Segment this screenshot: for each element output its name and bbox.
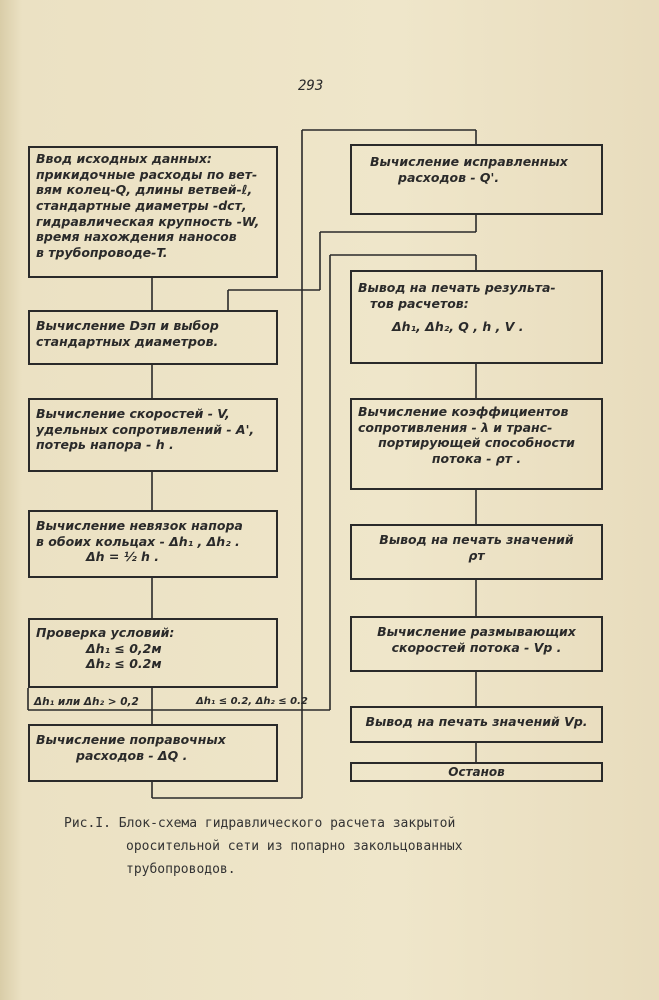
check-line: Δh₂ ≤ 0.2м — [86, 656, 162, 672]
print-vp-box — [350, 706, 603, 743]
caption-line: оросительной сети из попарно закольцованных — [126, 839, 463, 854]
check-line: Проверка условий: — [36, 625, 175, 640]
coefficients-line: потока - ρт . — [431, 450, 522, 466]
corrected-flows-box — [350, 144, 603, 215]
input-line: вям колец-Q, длины ветвей-ℓ, — [36, 182, 253, 198]
coefficients-line: портирующей способности — [378, 435, 575, 451]
residuals-box — [28, 510, 278, 578]
coefficients-line: Вычисление коэффициентов — [358, 404, 569, 419]
coefficients-box — [350, 398, 603, 490]
input-line: Ввод исходных данных: — [36, 151, 212, 166]
figure-caption — [64, 812, 534, 881]
print-rho-line: Вывод на печать значений — [379, 532, 574, 547]
input-line: прикидочные расходы по вет- — [36, 166, 258, 182]
coefficients-line: сопротивления - λ и транс- — [358, 419, 553, 435]
stop-label: Останов — [448, 765, 505, 779]
residuals-line: Δh = ½ h . — [86, 549, 160, 565]
diameters-line: стандартных диаметров. — [36, 333, 219, 349]
input-line: в трубопроводе-T. — [36, 244, 168, 260]
print-results-line: тов расчетов: — [370, 295, 469, 311]
scour-line: скоростей потока - Vр . — [391, 639, 562, 655]
print-rho-line: ρт — [468, 547, 485, 563]
diameters-line: Вычисление Dэп и выбор — [36, 318, 219, 333]
condition-fail-label: Δh₁ или Δh₂ > 0,2 — [34, 696, 139, 708]
scour-line: Вычисление размывающих — [377, 624, 576, 639]
caption-line: трубопроводов. — [126, 862, 236, 877]
print-results-line: Вывод на печать результа- — [358, 280, 556, 295]
print-results-line: Δh₁, Δh₂, Q , h , V . — [392, 319, 524, 335]
print-rho-box — [350, 524, 603, 580]
print-vp-line: Вывод на печать значений Vр. — [365, 714, 588, 729]
velocities-line: удельных сопротивлений - A', — [36, 421, 255, 437]
input-line: стандартные диаметры -dст, — [36, 197, 247, 213]
correction-line: расходов - ΔQ . — [76, 747, 188, 763]
condition-pass-label: Δh₁ ≤ 0.2, Δh₂ ≤ 0.2 — [196, 696, 308, 707]
correction-line: Вычисление поправочных — [36, 732, 226, 747]
residuals-line: в обоих кольцах - Δh₁ , Δh₂ . — [36, 533, 240, 549]
stop-box — [350, 762, 603, 782]
velocities-box — [28, 398, 278, 472]
velocities-line: Вычисление скоростей - V, — [36, 406, 230, 421]
velocities-line: потерь напора - h . — [36, 437, 174, 453]
input-line: гидравлическая крупность -W, — [36, 213, 260, 229]
check-line: Δh₁ ≤ 0,2м — [86, 640, 162, 656]
check-conditions-box — [28, 618, 278, 688]
corrected-line: Вычисление исправленных — [370, 154, 568, 169]
caption-line: Рис.I. Блок-схема гидравлического расчета закрытой — [64, 816, 456, 831]
scour-velocity-box — [350, 616, 603, 672]
input-line: время нахождения наносов — [36, 229, 237, 245]
corrected-line: расходов - Q'. — [398, 169, 500, 185]
residuals-line: Вычисление невязок напора — [36, 518, 243, 533]
correction-box — [28, 724, 278, 782]
diameters-box — [28, 310, 278, 365]
page-number: 293 — [298, 78, 324, 94]
input-data-box — [28, 146, 278, 278]
print-results-box — [350, 270, 603, 364]
